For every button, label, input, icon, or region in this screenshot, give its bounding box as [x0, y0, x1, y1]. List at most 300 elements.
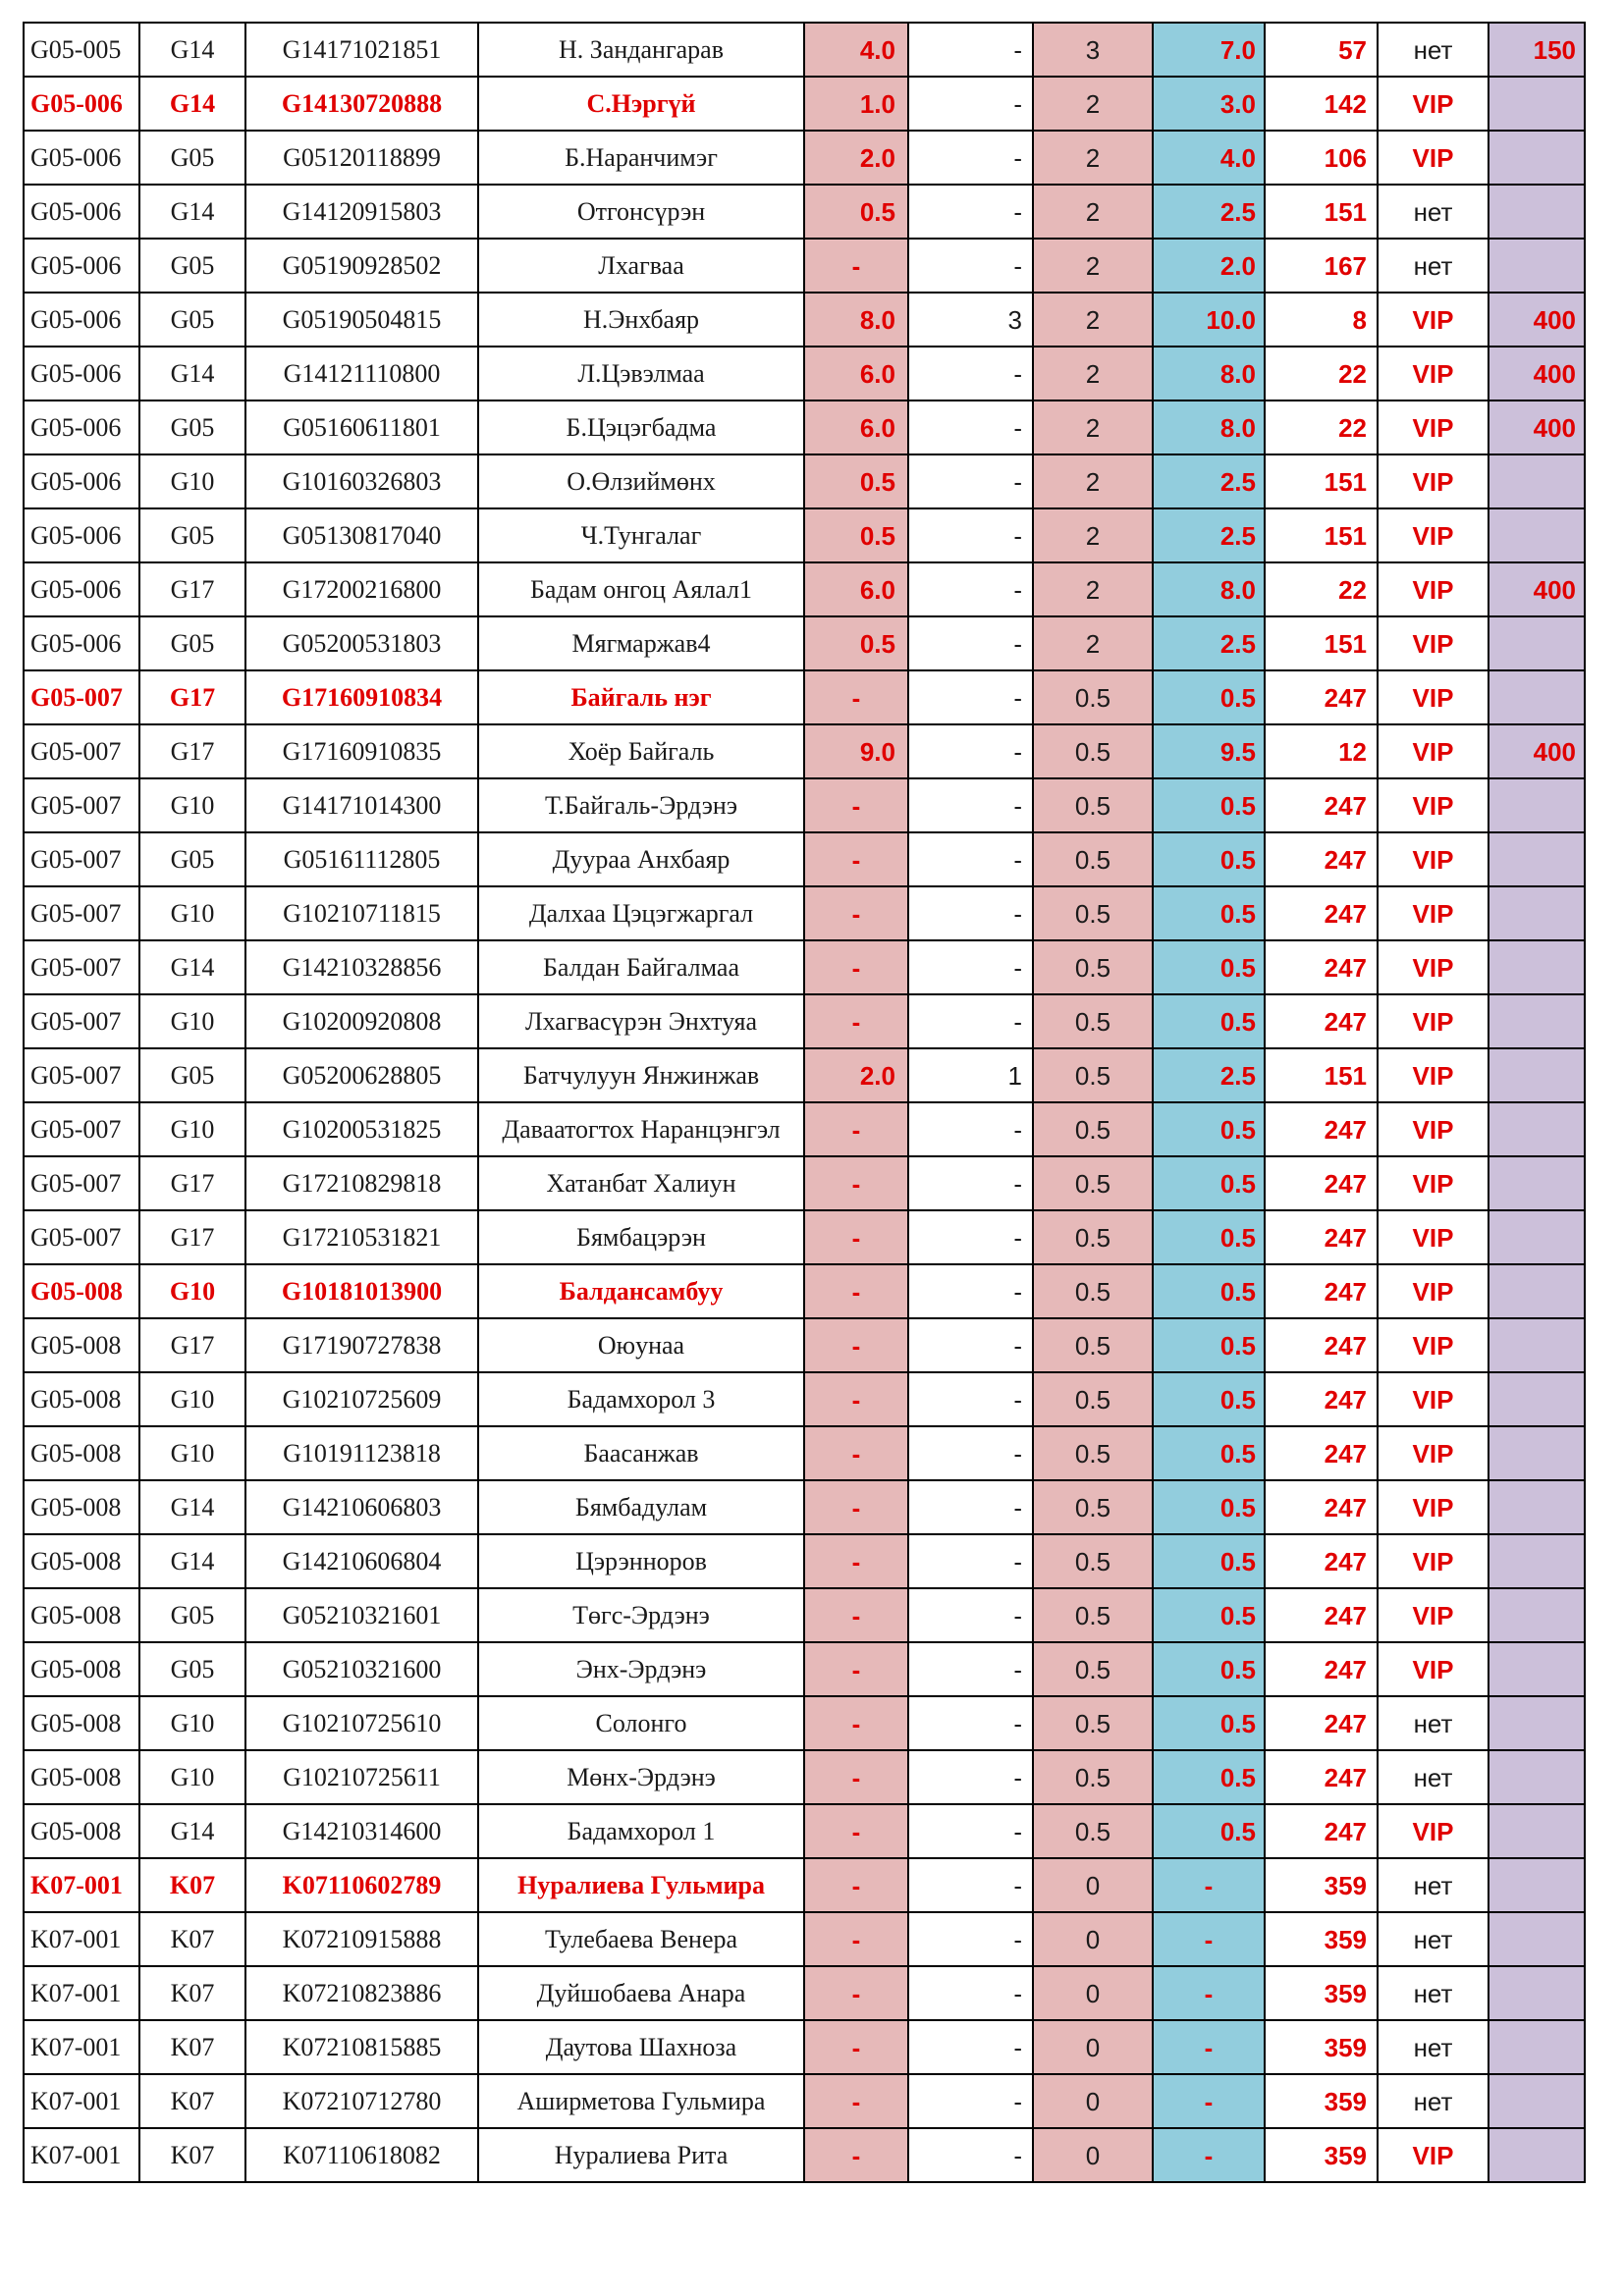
- score-c-cell: 0.5: [1033, 1588, 1153, 1642]
- total-cell: 7.0: [1153, 23, 1265, 77]
- score-a-cell: -: [804, 1858, 908, 1912]
- rank-cell: 247: [1265, 1534, 1378, 1588]
- score-c-cell: 0.5: [1033, 1426, 1153, 1480]
- score-a-cell: 0.5: [804, 616, 908, 670]
- rank-cell: 247: [1265, 1480, 1378, 1534]
- score-c-cell: 0.5: [1033, 724, 1153, 778]
- group-cell: G10: [139, 1426, 245, 1480]
- status-cell: VIP: [1378, 1804, 1489, 1858]
- score-a-cell: 9.0: [804, 724, 908, 778]
- member-name-cell: Л.Цэвэлмаа: [478, 347, 804, 400]
- member-id-cell: G10200531825: [245, 1102, 478, 1156]
- member-name-cell: Ч.Тунгалаг: [478, 508, 804, 562]
- member-id-cell: G10160326803: [245, 454, 478, 508]
- group-cell: G05: [139, 832, 245, 886]
- score-b-cell: -: [908, 2020, 1033, 2074]
- member-name-cell: С.Нэргүй: [478, 77, 804, 131]
- total-cell: 0.5: [1153, 1804, 1265, 1858]
- member-code-cell: G05-006: [24, 400, 139, 454]
- group-cell: G05: [139, 239, 245, 293]
- rank-cell: 247: [1265, 1372, 1378, 1426]
- score-a-cell: -: [804, 1696, 908, 1750]
- score-b-cell: -: [908, 1102, 1033, 1156]
- group-cell: G10: [139, 994, 245, 1048]
- total-cell: 0.5: [1153, 1210, 1265, 1264]
- group-cell: G05: [139, 1588, 245, 1642]
- status-cell: VIP: [1378, 77, 1489, 131]
- member-code-cell: G05-006: [24, 131, 139, 185]
- bonus-cell: [1489, 1156, 1585, 1210]
- member-id-cell: G14210314600: [245, 1804, 478, 1858]
- member-code-cell: G05-007: [24, 1210, 139, 1264]
- score-c-cell: 0: [1033, 1966, 1153, 2020]
- member-code-cell: G05-006: [24, 293, 139, 347]
- member-id-cell: G05200628805: [245, 1048, 478, 1102]
- member-name-cell: Хоёр Байгаль: [478, 724, 804, 778]
- table-row: [24, 1048, 1585, 1102]
- group-cell: G14: [139, 77, 245, 131]
- score-a-cell: -: [804, 670, 908, 724]
- rank-cell: 247: [1265, 778, 1378, 832]
- score-c-cell: 0.5: [1033, 1210, 1153, 1264]
- table-row: [24, 832, 1585, 886]
- member-code-cell: G05-008: [24, 1318, 139, 1372]
- group-cell: G17: [139, 1156, 245, 1210]
- table-row: [24, 1912, 1585, 1966]
- score-b-cell: -: [908, 994, 1033, 1048]
- member-id-cell: G10210725610: [245, 1696, 478, 1750]
- group-cell: G10: [139, 1750, 245, 1804]
- bonus-cell: [1489, 508, 1585, 562]
- member-code-cell: G05-007: [24, 1102, 139, 1156]
- member-id-cell: K07210815885: [245, 2020, 478, 2074]
- status-cell: VIP: [1378, 724, 1489, 778]
- score-b-cell: -: [908, 77, 1033, 131]
- score-b-cell: -: [908, 1858, 1033, 1912]
- score-b-cell: -: [908, 347, 1033, 400]
- total-cell: 2.5: [1153, 454, 1265, 508]
- total-cell: 8.0: [1153, 347, 1265, 400]
- group-cell: G10: [139, 1264, 245, 1318]
- member-name-cell: Байгаль нэг: [478, 670, 804, 724]
- member-code-cell: G05-008: [24, 1642, 139, 1696]
- member-table: [23, 22, 1586, 2183]
- bonus-cell: [1489, 778, 1585, 832]
- member-id-cell: K07210823886: [245, 1966, 478, 2020]
- member-name-cell: Тулебаева Венера: [478, 1912, 804, 1966]
- score-c-cell: 2: [1033, 131, 1153, 185]
- table-row: [24, 2128, 1585, 2182]
- bonus-cell: [1489, 2128, 1585, 2182]
- member-id-cell: G14210606803: [245, 1480, 478, 1534]
- group-cell: G10: [139, 1372, 245, 1426]
- table-row: [24, 1372, 1585, 1426]
- member-name-cell: Бямбадулам: [478, 1480, 804, 1534]
- total-cell: 4.0: [1153, 131, 1265, 185]
- member-name-cell: Төгс-Эрдэнэ: [478, 1588, 804, 1642]
- status-cell: нет: [1378, 2020, 1489, 2074]
- member-code-cell: G05-007: [24, 1156, 139, 1210]
- status-cell: VIP: [1378, 1318, 1489, 1372]
- score-c-cell: 0.5: [1033, 832, 1153, 886]
- group-cell: G14: [139, 347, 245, 400]
- bonus-cell: 150: [1489, 23, 1585, 77]
- score-b-cell: -: [908, 508, 1033, 562]
- member-id-cell: K07210915888: [245, 1912, 478, 1966]
- total-cell: 0.5: [1153, 1750, 1265, 1804]
- member-code-cell: G05-008: [24, 1480, 139, 1534]
- table-row: [24, 1318, 1585, 1372]
- score-c-cell: 2: [1033, 239, 1153, 293]
- total-cell: 0.5: [1153, 1480, 1265, 1534]
- score-c-cell: 2: [1033, 616, 1153, 670]
- group-cell: G17: [139, 562, 245, 616]
- member-name-cell: Дуураа Анхбаяр: [478, 832, 804, 886]
- member-name-cell: Бадамхорол 1: [478, 1804, 804, 1858]
- member-name-cell: Мөнх-Эрдэнэ: [478, 1750, 804, 1804]
- score-b-cell: -: [908, 23, 1033, 77]
- member-name-cell: Отгонсүрэн: [478, 185, 804, 239]
- score-a-cell: -: [804, 940, 908, 994]
- total-cell: 0.5: [1153, 1102, 1265, 1156]
- total-cell: 0.5: [1153, 886, 1265, 940]
- score-a-cell: -: [804, 2074, 908, 2128]
- member-code-cell: G05-007: [24, 1048, 139, 1102]
- total-cell: 0.5: [1153, 778, 1265, 832]
- member-name-cell: Дуйшобаева Анара: [478, 1966, 804, 2020]
- group-cell: G05: [139, 293, 245, 347]
- score-a-cell: -: [804, 2128, 908, 2182]
- group-cell: G10: [139, 1696, 245, 1750]
- bonus-cell: [1489, 77, 1585, 131]
- score-b-cell: -: [908, 131, 1033, 185]
- table-row: [24, 1102, 1585, 1156]
- status-cell: VIP: [1378, 994, 1489, 1048]
- member-id-cell: G14120915803: [245, 185, 478, 239]
- group-cell: G05: [139, 1642, 245, 1696]
- table-row: [24, 1588, 1585, 1642]
- table-row: [24, 400, 1585, 454]
- bonus-cell: [1489, 1966, 1585, 2020]
- score-a-cell: 8.0: [804, 293, 908, 347]
- bonus-cell: [1489, 454, 1585, 508]
- member-id-cell: G17160910834: [245, 670, 478, 724]
- table-row: [24, 2020, 1585, 2074]
- member-code-cell: G05-008: [24, 1588, 139, 1642]
- score-a-cell: -: [804, 778, 908, 832]
- member-code-cell: G05-008: [24, 1264, 139, 1318]
- score-b-cell: -: [908, 724, 1033, 778]
- total-cell: 2.5: [1153, 1048, 1265, 1102]
- rank-cell: 167: [1265, 239, 1378, 293]
- status-cell: нет: [1378, 1696, 1489, 1750]
- score-b-cell: -: [908, 1912, 1033, 1966]
- total-cell: 0.5: [1153, 1426, 1265, 1480]
- group-cell: G14: [139, 1480, 245, 1534]
- rank-cell: 359: [1265, 1912, 1378, 1966]
- total-cell: 0.5: [1153, 940, 1265, 994]
- status-cell: VIP: [1378, 886, 1489, 940]
- group-cell: G10: [139, 1102, 245, 1156]
- table-row: [24, 1426, 1585, 1480]
- member-name-cell: Н. Зандангарав: [478, 23, 804, 77]
- score-a-cell: 2.0: [804, 1048, 908, 1102]
- score-a-cell: -: [804, 2020, 908, 2074]
- member-code-cell: G05-006: [24, 454, 139, 508]
- member-code-cell: G05-008: [24, 1696, 139, 1750]
- score-b-cell: -: [908, 562, 1033, 616]
- score-c-cell: 0.5: [1033, 994, 1153, 1048]
- member-name-cell: Цэрэнноров: [478, 1534, 804, 1588]
- score-b-cell: -: [908, 616, 1033, 670]
- score-a-cell: -: [804, 1966, 908, 2020]
- table-row: [24, 778, 1585, 832]
- member-code-cell: G05-008: [24, 1372, 139, 1426]
- member-id-cell: G14210328856: [245, 940, 478, 994]
- member-id-cell: G14130720888: [245, 77, 478, 131]
- score-b-cell: -: [908, 832, 1033, 886]
- table-row: [24, 293, 1585, 347]
- table-row: [24, 994, 1585, 1048]
- member-id-cell: G14171021851: [245, 23, 478, 77]
- total-cell: 8.0: [1153, 562, 1265, 616]
- rank-cell: 247: [1265, 1102, 1378, 1156]
- status-cell: VIP: [1378, 347, 1489, 400]
- bonus-cell: [1489, 1912, 1585, 1966]
- score-a-cell: 0.5: [804, 185, 908, 239]
- score-a-cell: -: [804, 1102, 908, 1156]
- total-cell: 0.5: [1153, 1534, 1265, 1588]
- member-name-cell: Бадамхорол 3: [478, 1372, 804, 1426]
- score-c-cell: 0: [1033, 1858, 1153, 1912]
- member-code-cell: K07-001: [24, 2074, 139, 2128]
- total-cell: 2.5: [1153, 508, 1265, 562]
- bonus-cell: [1489, 670, 1585, 724]
- table-row: [24, 670, 1585, 724]
- score-b-cell: -: [908, 1750, 1033, 1804]
- group-cell: G17: [139, 1210, 245, 1264]
- group-cell: K07: [139, 2020, 245, 2074]
- score-c-cell: 0.5: [1033, 886, 1153, 940]
- table-row: [24, 508, 1585, 562]
- bonus-cell: [1489, 131, 1585, 185]
- score-c-cell: 0.5: [1033, 1534, 1153, 1588]
- member-code-cell: G05-007: [24, 994, 139, 1048]
- rank-cell: 151: [1265, 1048, 1378, 1102]
- total-cell: -: [1153, 2128, 1265, 2182]
- member-id-cell: G10210725611: [245, 1750, 478, 1804]
- rank-cell: 247: [1265, 886, 1378, 940]
- score-c-cell: 3: [1033, 23, 1153, 77]
- member-code-cell: G05-007: [24, 940, 139, 994]
- group-cell: G10: [139, 454, 245, 508]
- rank-cell: 247: [1265, 1750, 1378, 1804]
- member-code-cell: G05-008: [24, 1804, 139, 1858]
- total-cell: -: [1153, 1912, 1265, 1966]
- score-c-cell: 0.5: [1033, 1102, 1153, 1156]
- score-c-cell: 2: [1033, 562, 1153, 616]
- member-name-cell: Бямбацэрэн: [478, 1210, 804, 1264]
- status-cell: VIP: [1378, 1048, 1489, 1102]
- status-cell: VIP: [1378, 1210, 1489, 1264]
- total-cell: -: [1153, 1966, 1265, 2020]
- group-cell: G05: [139, 616, 245, 670]
- status-cell: VIP: [1378, 2128, 1489, 2182]
- score-c-cell: 2: [1033, 185, 1153, 239]
- member-name-cell: Н.Энхбаяр: [478, 293, 804, 347]
- score-a-cell: -: [804, 832, 908, 886]
- rank-cell: 247: [1265, 1264, 1378, 1318]
- group-cell: G05: [139, 131, 245, 185]
- table-row: [24, 23, 1585, 77]
- member-name-cell: Оюунаа: [478, 1318, 804, 1372]
- score-b-cell: -: [908, 2074, 1033, 2128]
- group-cell: G17: [139, 670, 245, 724]
- total-cell: 0.5: [1153, 1318, 1265, 1372]
- table-row: [24, 1210, 1585, 1264]
- table-row: [24, 724, 1585, 778]
- table-row: [24, 1750, 1585, 1804]
- rank-cell: 151: [1265, 616, 1378, 670]
- table-row: [24, 1804, 1585, 1858]
- score-a-cell: 4.0: [804, 23, 908, 77]
- total-cell: 0.5: [1153, 832, 1265, 886]
- status-cell: VIP: [1378, 778, 1489, 832]
- score-c-cell: 0.5: [1033, 1642, 1153, 1696]
- member-code-cell: G05-007: [24, 778, 139, 832]
- table-row: [24, 77, 1585, 131]
- bonus-cell: [1489, 1858, 1585, 1912]
- table-row: [24, 131, 1585, 185]
- bonus-cell: [1489, 1642, 1585, 1696]
- rank-cell: 359: [1265, 2128, 1378, 2182]
- score-b-cell: -: [908, 400, 1033, 454]
- bonus-cell: 400: [1489, 293, 1585, 347]
- score-b-cell: -: [908, 1426, 1033, 1480]
- score-b-cell: 1: [908, 1048, 1033, 1102]
- rank-cell: 22: [1265, 562, 1378, 616]
- total-cell: 8.0: [1153, 400, 1265, 454]
- status-cell: VIP: [1378, 562, 1489, 616]
- status-cell: VIP: [1378, 508, 1489, 562]
- score-a-cell: 0.5: [804, 508, 908, 562]
- table-row: [24, 616, 1585, 670]
- member-code-cell: K07-001: [24, 2020, 139, 2074]
- member-code-cell: G05-007: [24, 886, 139, 940]
- total-cell: 2.0: [1153, 239, 1265, 293]
- group-cell: K07: [139, 1912, 245, 1966]
- member-id-cell: K07110602789: [245, 1858, 478, 1912]
- member-code-cell: G05-005: [24, 23, 139, 77]
- status-cell: VIP: [1378, 1426, 1489, 1480]
- bonus-cell: 400: [1489, 724, 1585, 778]
- score-a-cell: -: [804, 1318, 908, 1372]
- rank-cell: 247: [1265, 940, 1378, 994]
- rank-cell: 359: [1265, 2020, 1378, 2074]
- member-name-cell: Нуралиева Гульмира: [478, 1858, 804, 1912]
- score-a-cell: 6.0: [804, 400, 908, 454]
- table-row: [24, 940, 1585, 994]
- group-cell: K07: [139, 2128, 245, 2182]
- total-cell: 9.5: [1153, 724, 1265, 778]
- total-cell: 0.5: [1153, 1264, 1265, 1318]
- rank-cell: 151: [1265, 185, 1378, 239]
- member-code-cell: G05-006: [24, 508, 139, 562]
- member-id-cell: G17190727838: [245, 1318, 478, 1372]
- rank-cell: 247: [1265, 1804, 1378, 1858]
- group-cell: G17: [139, 1318, 245, 1372]
- status-cell: VIP: [1378, 616, 1489, 670]
- member-code-cell: G05-008: [24, 1426, 139, 1480]
- total-cell: 2.5: [1153, 616, 1265, 670]
- score-a-cell: -: [804, 1912, 908, 1966]
- bonus-cell: [1489, 2020, 1585, 2074]
- score-a-cell: -: [804, 1210, 908, 1264]
- rank-cell: 151: [1265, 454, 1378, 508]
- score-a-cell: -: [804, 886, 908, 940]
- rank-cell: 247: [1265, 1696, 1378, 1750]
- score-b-cell: -: [908, 1210, 1033, 1264]
- status-cell: VIP: [1378, 1642, 1489, 1696]
- score-a-cell: -: [804, 1750, 908, 1804]
- total-cell: -: [1153, 1858, 1265, 1912]
- total-cell: 0.5: [1153, 994, 1265, 1048]
- group-cell: K07: [139, 1858, 245, 1912]
- score-b-cell: -: [908, 670, 1033, 724]
- member-name-cell: Солонго: [478, 1696, 804, 1750]
- bonus-cell: [1489, 1318, 1585, 1372]
- member-code-cell: G05-006: [24, 347, 139, 400]
- total-cell: 10.0: [1153, 293, 1265, 347]
- table-row: [24, 1696, 1585, 1750]
- status-cell: нет: [1378, 239, 1489, 293]
- member-code-cell: G05-006: [24, 239, 139, 293]
- status-cell: VIP: [1378, 1534, 1489, 1588]
- status-cell: нет: [1378, 2074, 1489, 2128]
- table-row: [24, 562, 1585, 616]
- member-code-cell: K07-001: [24, 1858, 139, 1912]
- member-id-cell: G10210725609: [245, 1372, 478, 1426]
- rank-cell: 247: [1265, 832, 1378, 886]
- member-code-cell: G05-007: [24, 670, 139, 724]
- member-code-cell: K07-001: [24, 1912, 139, 1966]
- member-id-cell: G05120118899: [245, 131, 478, 185]
- status-cell: нет: [1378, 1858, 1489, 1912]
- score-b-cell: -: [908, 239, 1033, 293]
- score-c-cell: 0.5: [1033, 1264, 1153, 1318]
- score-c-cell: 2: [1033, 293, 1153, 347]
- status-cell: нет: [1378, 23, 1489, 77]
- member-id-cell: G17200216800: [245, 562, 478, 616]
- status-cell: VIP: [1378, 670, 1489, 724]
- bonus-cell: [1489, 1048, 1585, 1102]
- member-code-cell: G05-006: [24, 185, 139, 239]
- rank-cell: 151: [1265, 508, 1378, 562]
- member-code-cell: G05-006: [24, 562, 139, 616]
- table-row: [24, 1966, 1585, 2020]
- score-b-cell: -: [908, 1318, 1033, 1372]
- member-name-cell: Балдан Байгалмаа: [478, 940, 804, 994]
- rank-cell: 12: [1265, 724, 1378, 778]
- total-cell: -: [1153, 2020, 1265, 2074]
- score-b-cell: -: [908, 2128, 1033, 2182]
- rank-cell: 57: [1265, 23, 1378, 77]
- group-cell: K07: [139, 2074, 245, 2128]
- score-c-cell: 0: [1033, 2074, 1153, 2128]
- table-row: [24, 1264, 1585, 1318]
- rank-cell: 247: [1265, 1642, 1378, 1696]
- rank-cell: 22: [1265, 400, 1378, 454]
